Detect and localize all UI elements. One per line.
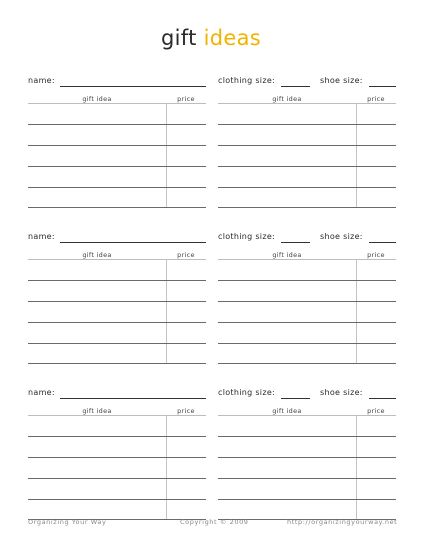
page-title [0,26,422,50]
gift-table [218,89,396,207]
price-column-header: price [367,95,385,103]
name-header [28,232,206,246]
table-row[interactable] [218,322,396,323]
table-header-divider [218,415,396,416]
name-header [28,76,206,90]
column-divider [356,415,357,519]
table-row[interactable] [218,499,396,500]
sizes-header [218,232,396,246]
gift-table [28,401,206,519]
table-row[interactable] [28,145,206,146]
table-row[interactable] [28,478,206,479]
gift-idea-column-header: gift idea [82,95,112,103]
shoe-size-field[interactable] [369,398,396,399]
column-divider [356,103,357,207]
table-row[interactable] [218,478,396,479]
sizes-header [218,76,396,90]
title-word-gift: gift [160,26,197,50]
table-row[interactable] [28,166,206,167]
gift-idea-column-header: gift idea [82,407,112,415]
sizes-column [218,232,396,382]
footer-brand: Organizing Your Way [28,518,107,526]
gift-table [28,89,206,207]
name-column [28,388,206,538]
table-row[interactable] [218,145,396,146]
table-row[interactable] [218,301,396,302]
table-row[interactable] [218,436,396,437]
name-column [28,232,206,382]
clothing-size-field[interactable] [281,242,310,243]
table-row[interactable] [28,457,206,458]
gift-section [0,388,422,538]
table-row[interactable] [218,343,396,344]
name-label: name: [28,232,55,241]
gift-table [218,401,396,519]
shoe-size-label: shoe size: [320,76,363,85]
footer-copyright: Copyright © 2009 [180,518,249,526]
column-divider [166,103,167,207]
gift-idea-column-header: gift idea [272,407,302,415]
shoe-size-field[interactable] [369,86,396,87]
table-row[interactable] [218,187,396,188]
clothing-size-field[interactable] [281,86,310,87]
table-row[interactable] [218,207,396,208]
footer-url: http://organizingyourway.net [287,518,398,526]
name-field[interactable] [60,398,206,399]
table-row[interactable] [28,280,206,281]
name-label: name: [28,76,55,85]
name-header [28,388,206,402]
table-row[interactable] [218,166,396,167]
clothing-size-field[interactable] [281,398,310,399]
gift-section [0,232,422,382]
table-row[interactable] [28,343,206,344]
name-column [28,76,206,226]
shoe-size-field[interactable] [369,242,396,243]
clothing-size-label: clothing size: [218,388,276,397]
name-field[interactable] [60,242,206,243]
table-row[interactable] [218,124,396,125]
column-divider [166,259,167,363]
table-row[interactable] [28,499,206,500]
clothing-size-label: clothing size: [218,76,276,85]
shoe-size-label: shoe size: [320,232,363,241]
price-column-header: price [367,407,385,415]
column-divider [356,259,357,363]
table-header-divider [28,415,206,416]
table-row[interactable] [218,363,396,364]
gift-idea-column-header: gift idea [272,251,302,259]
price-column-header: price [177,95,195,103]
clothing-size-label: clothing size: [218,232,276,241]
sizes-column [218,388,396,538]
table-row[interactable] [28,301,206,302]
table-header-divider [218,103,396,104]
table-row[interactable] [28,322,206,323]
name-label: name: [28,388,55,397]
sizes-header [218,388,396,402]
price-column-header: price [177,407,195,415]
price-column-header: price [177,251,195,259]
gift-table [28,245,206,363]
title-word-ideas: ideas [203,26,261,50]
table-row[interactable] [28,207,206,208]
price-column-header: price [367,251,385,259]
name-field[interactable] [60,86,206,87]
gift-table [218,245,396,363]
table-row[interactable] [28,124,206,125]
gift-idea-column-header: gift idea [82,251,112,259]
table-row[interactable] [218,457,396,458]
table-row[interactable] [28,187,206,188]
table-row[interactable] [28,436,206,437]
sizes-column [218,76,396,226]
table-header-divider [28,103,206,104]
table-header-divider [218,259,396,260]
table-row[interactable] [28,363,206,364]
table-row[interactable] [218,280,396,281]
gift-idea-column-header: gift idea [272,95,302,103]
column-divider [166,415,167,519]
table-header-divider [28,259,206,260]
shoe-size-label: shoe size: [320,388,363,397]
gift-section [0,76,422,226]
